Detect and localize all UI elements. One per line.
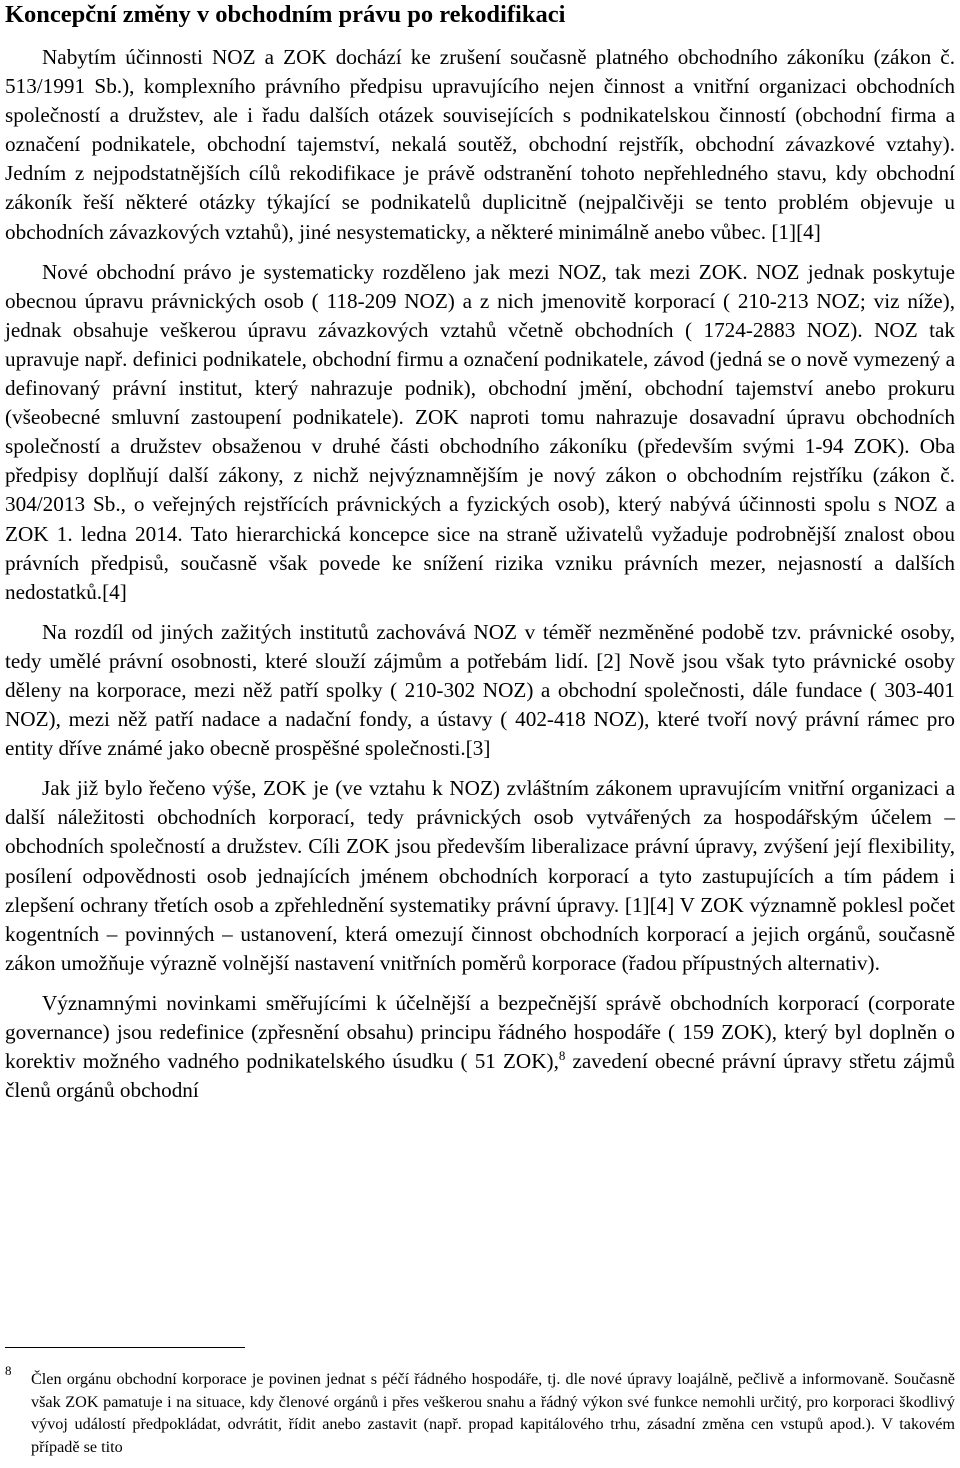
footnote (5, 1363, 955, 1458)
footnote-text: Člen orgánu obchodní korporace je povinen jednat s péčí řádného hospodáře, tj. dle nové úpravy loajálně, pečlivě a informovaně. Současně však ZOK pamatuje i na situace, kdy členové orgánů i přes veškerou snahu a řádný výkon své funkce nemohli určitý, pro korporaci škodlivý vývoj událostí předpokládat, odvrátit, řídit anebo zastavit (např. propad kapitálového trhu, zásadní změna cen vstupů apod.). V takovém případě se tito (31, 1370, 955, 1456)
page-title: Koncepční změny v obchodním právu po rekodifikaci (5, 1, 566, 28)
paragraph-2: Nové obchodní právo je systematicky rozděleno jak mezi NOZ, tak mezi ZOK. NOZ jednak poskytuje obecnou úpravu právnických osob ( 118-209 NOZ) a z nich jmenovitě korporací ( 210-213 NOZ; viz níže), jednak obsahuje veškerou úpravu závazkových vztahů včetně obchodních ( 1724-2883 NOZ). NOZ tak upravuje např. definici podnikatele, obchodní firmu a označení podnikatele, závod (jedná se o nově vymezený a definovaný právní institut, který nahrazuje podnik), obchodní jmění, obchodní tajemství anebo prokuru (všeobecné smluvní zastoupení podnikatele). ZOK naproti tomu nahrazuje dosavadní úpravu obchodních společností a družstev obsaženou v druhé části obchodního zákoníku (především svými 1-94 ZOK). Oba předpisy doplňují další zákony, z nichž nejvýznamnějším je nový zákon o obchodním rejstříku (zákon č. 304/2013 Sb., o veřejných rejstřících právnických a fyzických osob), který nabývá účinnosti spolu s NOZ a ZOK 1. ledna 2014. Tato hierarchická koncepce sice na straně uživatelů vyžaduje podrobnější znalost obou právních předpisů, současně však povede ke snížení rizika vzniku právních mezer, nejasností a dalších nedostatků.[4] (5, 259, 955, 604)
paragraph-3: Na rozdíl od jiných zažitých institutů zachovává NOZ v téměř nezměněné podobě tzv. právnické osoby, tedy umělé právní osobnosti, které slouží zájmům a potřebám lidí. [2] Nově jsou však tyto právnické osoby děleny na korporace, mezi něž patří spolky ( 210-302 NOZ) a obchodní společnosti, dále fundace ( 303-401 NOZ), mezi něž patří nadace a nadační fondy, a ústavy ( 402-418 NOZ), které tvoří nový právní rámec pro entity dříve známé jako obecně prospěšné společnosti.[3] (5, 619, 955, 761)
footnote-mark: 8 (5, 1363, 12, 1378)
paragraph-5-continuation: zavedení obecné právní úpravy střetu zájmů členů orgánů obchodní (5, 1049, 955, 1103)
paragraph-1: Nabytím účinnosti NOZ a ZOK dochází ke zrušení současně platného obchodního zákoníku (zákon č. 513/1991 Sb.), komplexního právního předpisu upravujícího nejen činnost a vnitřní organizaci obchodních společností a družstev, ale i řadu dalších otázek souvisejících s podnikatelskou činností (obchodní firma a označení podnikatele, obchodní tajemství, nekalá soutěž, obchodní rejstřík, obchodní závazkové vztahy). Jedním z nejpodstatnějších cílů rekodifikace je právě odstranění tohoto nepřehledného stavu, kdy obchodní zákoník řeší některé otázky týkající se podnikatelů duplicitně (nejpalčivěji se tento problém objevuje u obchodních závazkových vztahů), jiné nesystematicky, a některé minimálně anebo vůbec. [1][4] (5, 45, 955, 244)
paragraph-4: Jak již bylo řečeno výše, ZOK je (ve vztahu k NOZ) zvláštním zákonem upravujícím vnitřní organizaci a další náležitosti obchodních korporací, tedy právnických osob vytvářených za hospodářským účelem – obchodních společností a družstev. Cíli ZOK jsou především liberalizace právní úpravy, zvýšení její flexibility, posílení odpovědnosti osob jednajících jménem obchodních korporací a tyto zastupujících a tím pádem i zlepšení ochrany třetích osob a zpřehlednění systematiky právní úpravy. [1][4] V ZOK významně poklesl počet kogentních – povinných – ustanovení, která omezují činnost obchodních korporací a jejich orgánů, současně zákon umožňuje výrazně volnější nastavení vnitřních poměrů korporace (řadou přípustných alternativ). (5, 776, 955, 975)
footnote-reference[interactable]: 8 (558, 1048, 566, 1064)
footnote-divider (5, 1347, 245, 1348)
paragraph-5-text: Významnými novinkami směřujícími k účelnější a bezpečnější správě obchodních korporací (corporate governance) jsou redefinice (zpřesnění obsahu) principu řádného hospodáře ( 159 ZOK), který byl doplněn o korektiv možného vadného podnikatelského úsudku ( 51 ZOK), (5, 990, 955, 1074)
paragraph-5 (5, 989, 955, 1105)
